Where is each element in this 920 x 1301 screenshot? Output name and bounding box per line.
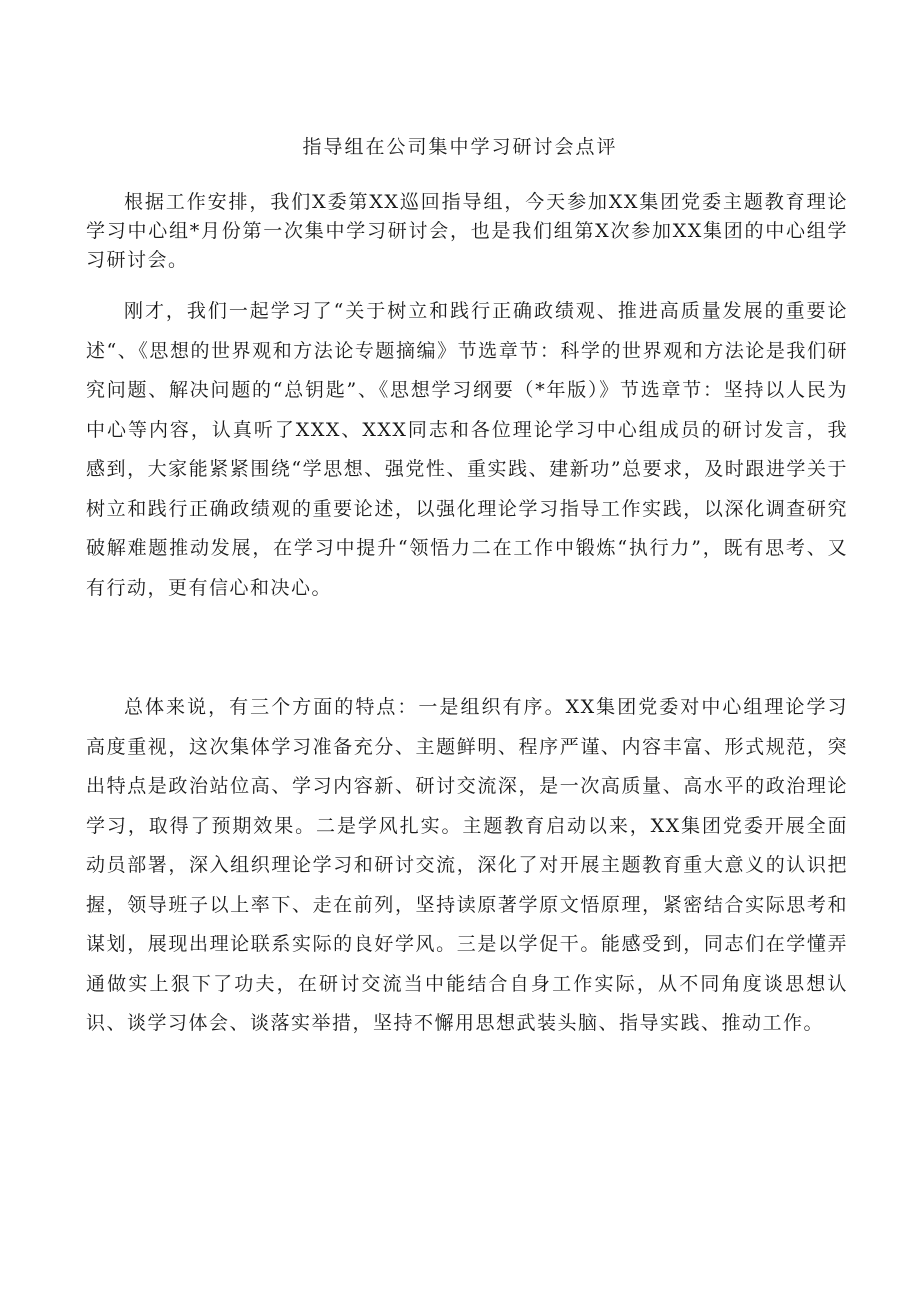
document-title: 指导组在公司集中学习研讨会点评 [302, 136, 618, 158]
paragraph-characteristics: 总体来说，有三个方面的特点：一是组织有序。XX集团党委对中心组理论学习高度重视，这次集体学习准备充分、主题鲜明、程序严谨、内容丰富、形式规范，突出特点是政治站位高、学习内容新、研讨交流深，是一次高质量、高水平的政治理论学习，取得了预期效果。二是学风扎实。主题教育启动以来，XX集团党委开展全面动员部署，深入组织理论学习和研讨交流，深化了对开展主题教育重大意义的认识把握，领导班子以上率下、走在前列，坚持读原著学原文悟原理，紧密结合实际思考和谋划，展现出理论联系实际的良好学风。三是以学促干。能感受到，同志们在学懂弄通做实上狠下了功夫，在研讨交流当中能结合自身工作实际，从不同角度谈思想认识、谈学习体会、谈落实举措，坚持不懈用思想武装头脑、指导实践、推动工作。 [86, 696, 848, 1034]
paragraph-study-summary: 刚才，我们一起学习了“关于树立和践行正确政绩观、推进高质量发展的重要论述“、《思想的世界观和方法论专题摘编》节选章节：科学的世界观和方法论是我们研究问题、解决问题的“总钥匙”、《思想学习纲要（*年版）》节选章节：坚持以人民为中心等内容，认真听了XXX、XXX同志和各位理论学习中心组成员的研讨发言，我感到，大家能紧紧围绕“学思想、强党性、重实践、建新功”总要求，及时跟进学关于树立和践行正确政绩观的重要论述，以强化理论学习指导工作实践，以深化调查研究破解难题推动发展，在学习中提升“领悟力二在工作中锻炼“执行力”，既有思考、又有行动，更有信心和决心。 [86, 300, 848, 599]
paragraph-intro: 根据工作安排，我们X委第XX巡回指导组，今天参加XX集团党委主题教育理论学习中心组*月份第一次集中学习研讨会，也是我们组第X次参加XX集团的中心组学习研讨会。 [86, 191, 848, 271]
